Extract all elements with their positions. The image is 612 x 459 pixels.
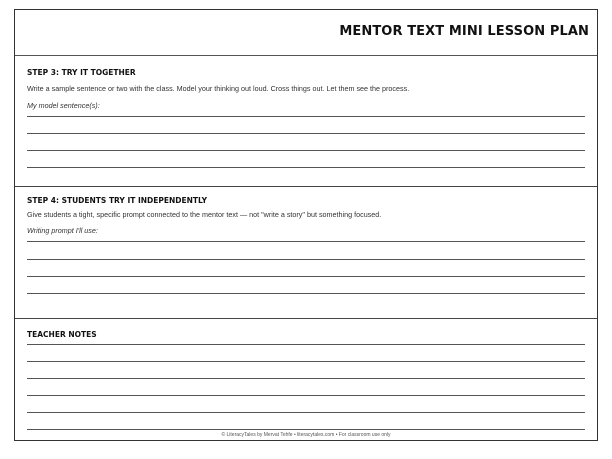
step4-write-line-1[interactable] — [27, 241, 585, 242]
worksheet-page — [14, 9, 598, 441]
section-divider-1 — [15, 186, 597, 187]
step3-heading: STEP 3: TRY IT TOGETHER — [27, 68, 136, 77]
notes-write-line-6[interactable] — [27, 429, 585, 430]
teacher-notes-heading: TEACHER NOTES — [27, 330, 97, 339]
step4-heading: STEP 4: STUDENTS TRY IT INDEPENDENTLY — [27, 196, 208, 205]
section-divider-2 — [15, 318, 597, 319]
step4-write-line-4[interactable] — [27, 293, 585, 294]
step3-write-line-2[interactable] — [27, 133, 585, 134]
notes-write-line-4[interactable] — [27, 395, 585, 396]
step3-description: Write a sample sentence or two with the class. Model your thinking out loud. Cross things out. Let them see the process. — [27, 84, 410, 93]
step3-write-line-3[interactable] — [27, 150, 585, 151]
step3-prompt: My model sentence(s): — [27, 101, 100, 110]
step4-prompt: Writing prompt I'll use: — [27, 226, 98, 235]
notes-write-line-2[interactable] — [27, 361, 585, 362]
notes-write-line-3[interactable] — [27, 378, 585, 379]
step4-write-line-2[interactable] — [27, 259, 585, 260]
step4-write-line-3[interactable] — [27, 276, 585, 277]
page-title: MENTOR TEXT MINI LESSON PLAN — [339, 24, 589, 39]
step3-write-line-4[interactable] — [27, 167, 585, 168]
notes-write-line-5[interactable] — [27, 412, 585, 413]
notes-write-line-1[interactable] — [27, 344, 585, 345]
step4-description: Give students a tight, specific prompt connected to the mentor text — not "write a story" but something focused. — [27, 210, 382, 219]
footer-credit: © LiteracyTales by Mervat Tehfe • literacytales.com • For classroom use only — [221, 432, 391, 438]
header-divider — [15, 55, 597, 56]
step3-write-line-1[interactable] — [27, 116, 585, 117]
